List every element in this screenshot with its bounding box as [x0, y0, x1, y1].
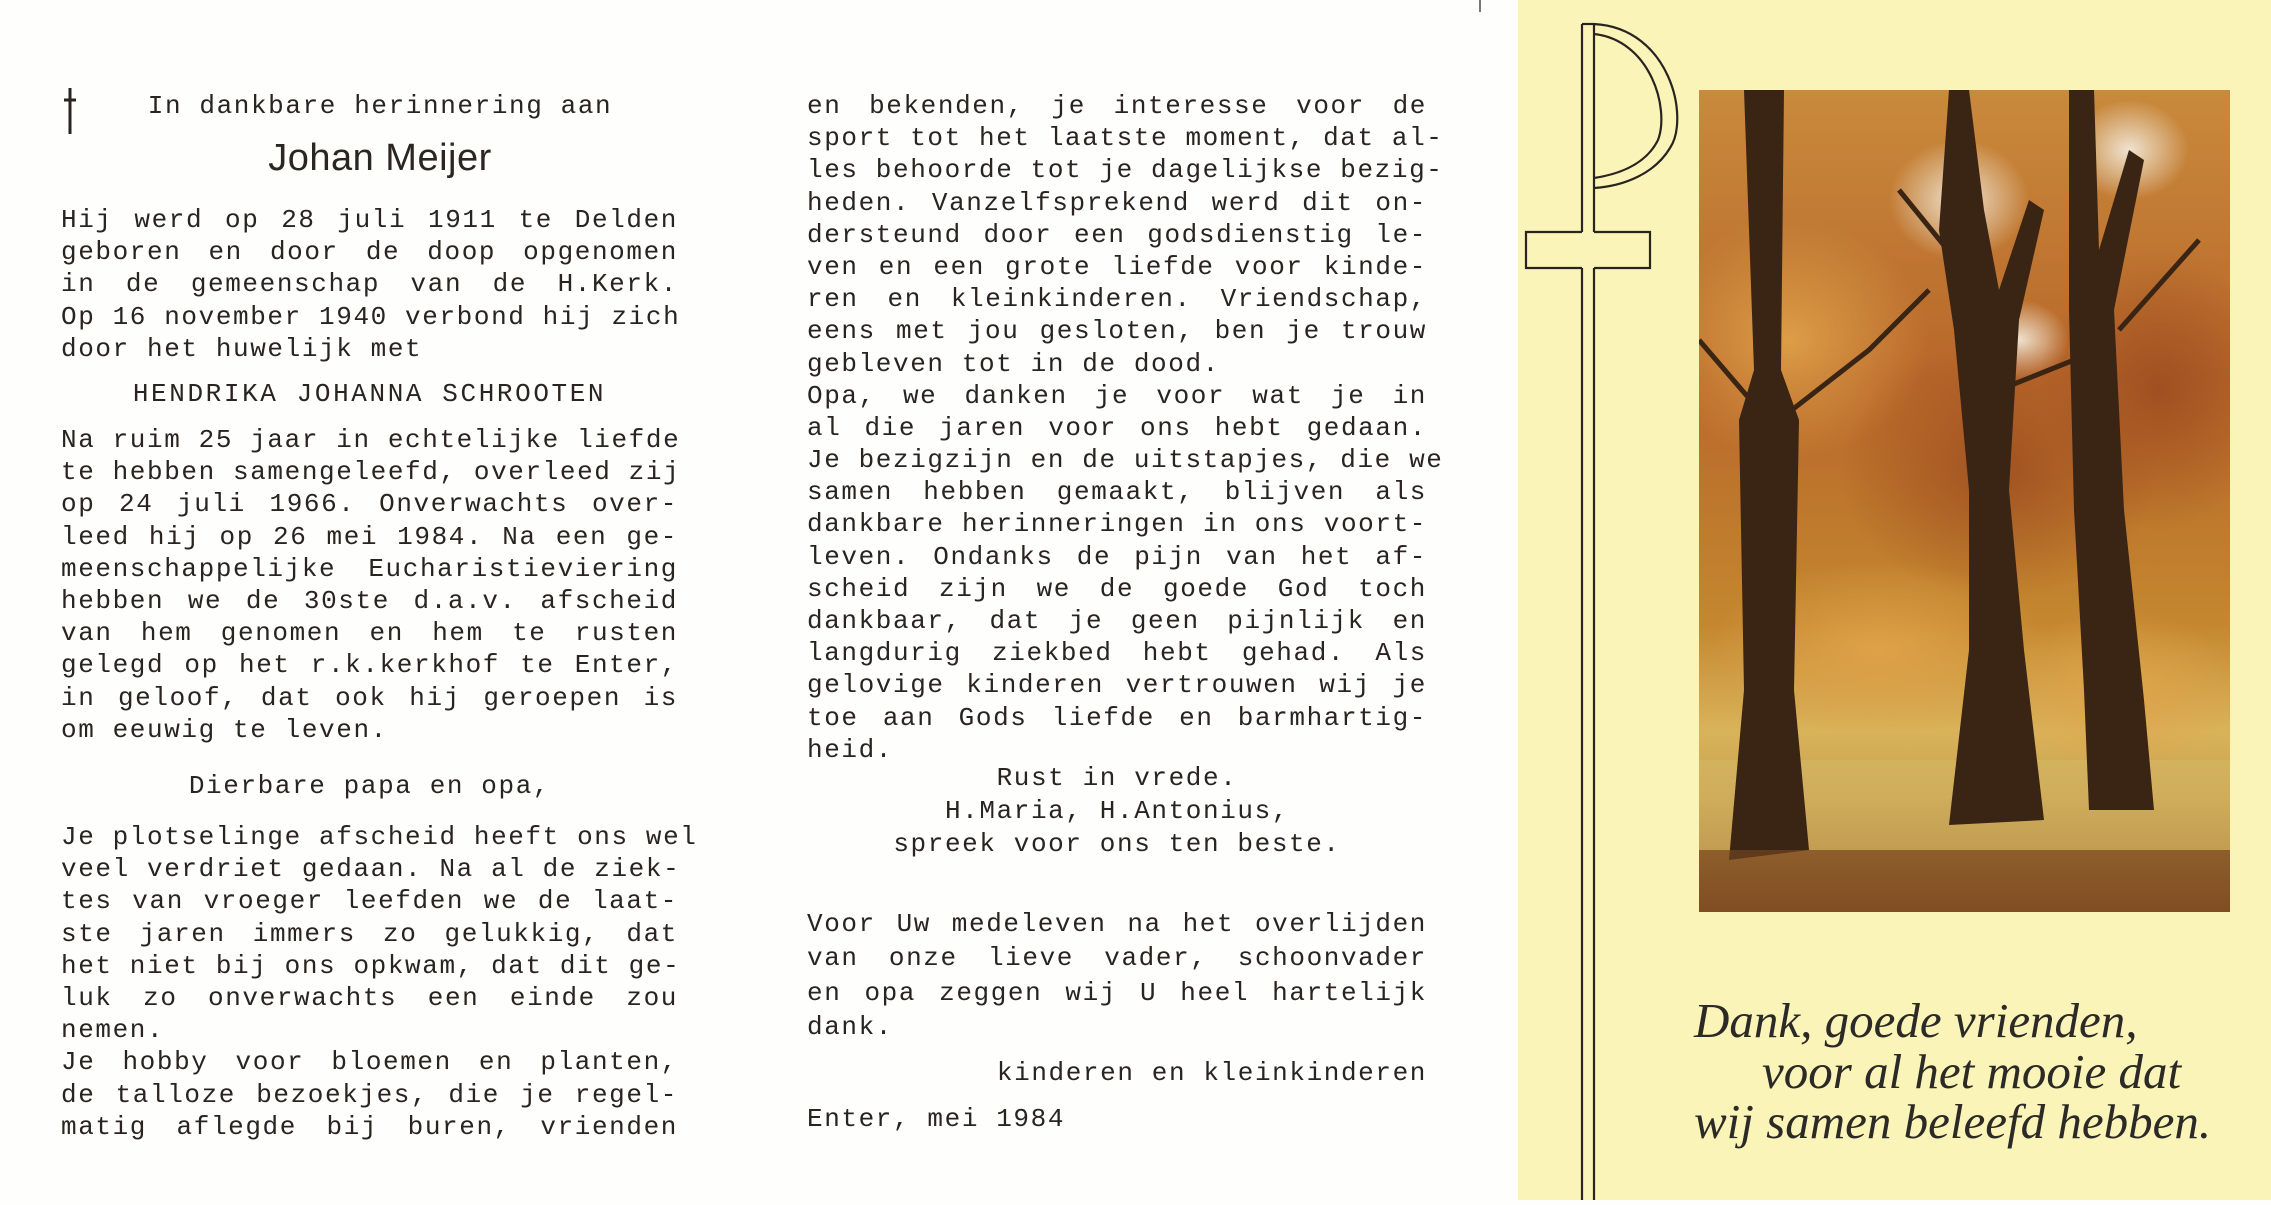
cross-icon [63, 88, 77, 134]
text-line: nemen. [61, 1015, 165, 1046]
text-line: te hebben samengeleefd, overleed zij [61, 457, 681, 488]
text-line: Op 16 november 1940 verbond hij zich [61, 301, 681, 332]
text-line: het niet bij ons opkwam, dat dit ge- [61, 950, 681, 981]
text-line: toe aan Gods liefde en barmhartig- [807, 702, 1427, 733]
text-line: Je plotselinge afscheid heeft ons wel [61, 822, 698, 852]
text-line: leven. Ondanks de pijn van het af- [807, 541, 1427, 572]
signature: kinderen en kleinkinderen [996, 1058, 1427, 1088]
chi-rho-cross-icon [1520, 18, 1690, 1200]
text-line: al die jaren voor ons hebt gedaan. [807, 412, 1427, 443]
text-line: en bekenden, je interesse voor de [807, 91, 1427, 121]
spouse-name: HENDRIKA JOHANNA SCHROOTEN [132, 379, 607, 409]
birth-marriage-paragraph [61, 204, 681, 365]
text-line: Hij werd op 28 juli 1911 te Delden [61, 205, 678, 235]
text-line: sport tot het laatste moment, dat al- [807, 123, 1444, 154]
place-date: Enter, mei 1984 [807, 1104, 1066, 1134]
text-line: veel verdriet gedaan. Na al de ziek- [61, 854, 681, 885]
text-line: hebben we de 30ste d.a.v. afscheid [61, 585, 678, 616]
text-line: Voor Uw medeleven na het overlijden [807, 909, 1427, 939]
text-line: Je bezigzijn en de uitstapjes, die we [807, 445, 1444, 476]
text-line: gelegd op het r.k.kerkhof te Enter, [61, 650, 678, 681]
text-line: dankbare herinneringen in ons voort- [807, 509, 1427, 540]
text-line: door het huwelijk met [61, 333, 423, 364]
text-line: in geloof, dat ook hij geroepen is [61, 682, 678, 713]
text-line: op 24 juli 1966. Onverwachts over- [61, 489, 678, 520]
text-line: van hem genomen en hem te rusten [61, 618, 678, 649]
text-line: gelovige kinderen vertrouwen wij je [807, 670, 1427, 701]
text-line: spreek voor ons ten beste. [893, 829, 1341, 859]
text-line: tes van vroeger leefden we de laat- [61, 886, 678, 917]
text-line: langdurig ziekbed hebt gehad. Als [807, 638, 1427, 669]
autumn-trees-photo [1699, 90, 2230, 912]
salutation: Dierbare papa en opa, [188, 771, 551, 801]
deceased-name: Johan Meijer [268, 137, 492, 179]
verse-line-2: voor al het mooie dat [1762, 1044, 2182, 1099]
text-line: luk zo onverwachts een einde zou [61, 982, 678, 1013]
text-line: dankbaar, dat je geen pijnlijk en [807, 606, 1427, 636]
memory-paragraph-continued [807, 90, 1444, 766]
text-line: in de gemeenschap van de H.Kerk. [61, 269, 678, 300]
text-line: ven en een grote liefde voor kinde- [807, 251, 1427, 282]
text-line: heden. Vanzelfsprekend werd dit on- [807, 187, 1427, 218]
text-line: matig aflegde bij buren, vrienden [61, 1111, 678, 1142]
text-line: ren en kleinkinderen. Vriendschap, [807, 284, 1427, 315]
life-death-paragraph [61, 424, 681, 746]
text-line: de talloze bezoekjes, die je regel- [61, 1079, 678, 1110]
text-line: geboren en door de doop opgenomen [61, 237, 678, 268]
intro-heading: In dankbare herinnering aan [147, 91, 613, 121]
fold-mark [1479, 0, 1481, 12]
text-line: meenschappelijke Eucharistieviering [61, 553, 678, 584]
verse-line-3: wij samen beleefd hebben. [1694, 1094, 2212, 1149]
prayer-block [807, 762, 1427, 861]
text-line: gebleven tot in de dood. [807, 348, 1220, 379]
text-line: en opa zeggen wij U heel hartelijk [807, 977, 1427, 1008]
text-line: Na ruim 25 jaar in echtelijke liefde [61, 425, 681, 455]
text-line: dersteund door een godsdienstig le- [807, 219, 1427, 250]
text-line: heid. [807, 734, 894, 765]
text-line: H.Maria, H.Antonius, [944, 796, 1290, 826]
text-line: samen hebben gemaakt, blijven als [807, 477, 1427, 508]
text-line: Je hobby voor bloemen en planten, [61, 1047, 678, 1078]
text-line: om eeuwig te leven. [61, 714, 388, 745]
text-line: scheid zijn we de goede God toch [807, 573, 1427, 604]
text-line: leed hij op 26 mei 1984. Na een ge- [61, 521, 678, 552]
text-line: les behoorde tot je dagelijkse bezig- [807, 155, 1444, 186]
text-line: Opa, we danken je voor wat je in [807, 380, 1427, 411]
text-line: ste jaren immers zo gelukkig, dat [61, 918, 678, 949]
text-line: Rust in vrede. [996, 763, 1238, 793]
text-line: dank. [807, 1011, 894, 1042]
text-line: van onze lieve vader, schoonvader [807, 943, 1427, 974]
verse-line-1: Dank, goede vrienden, [1694, 993, 2138, 1048]
text-line: eens met jou gesloten, ben je trouw [807, 316, 1427, 347]
memory-paragraph [61, 821, 698, 1143]
thanks-paragraph [807, 907, 1427, 1044]
